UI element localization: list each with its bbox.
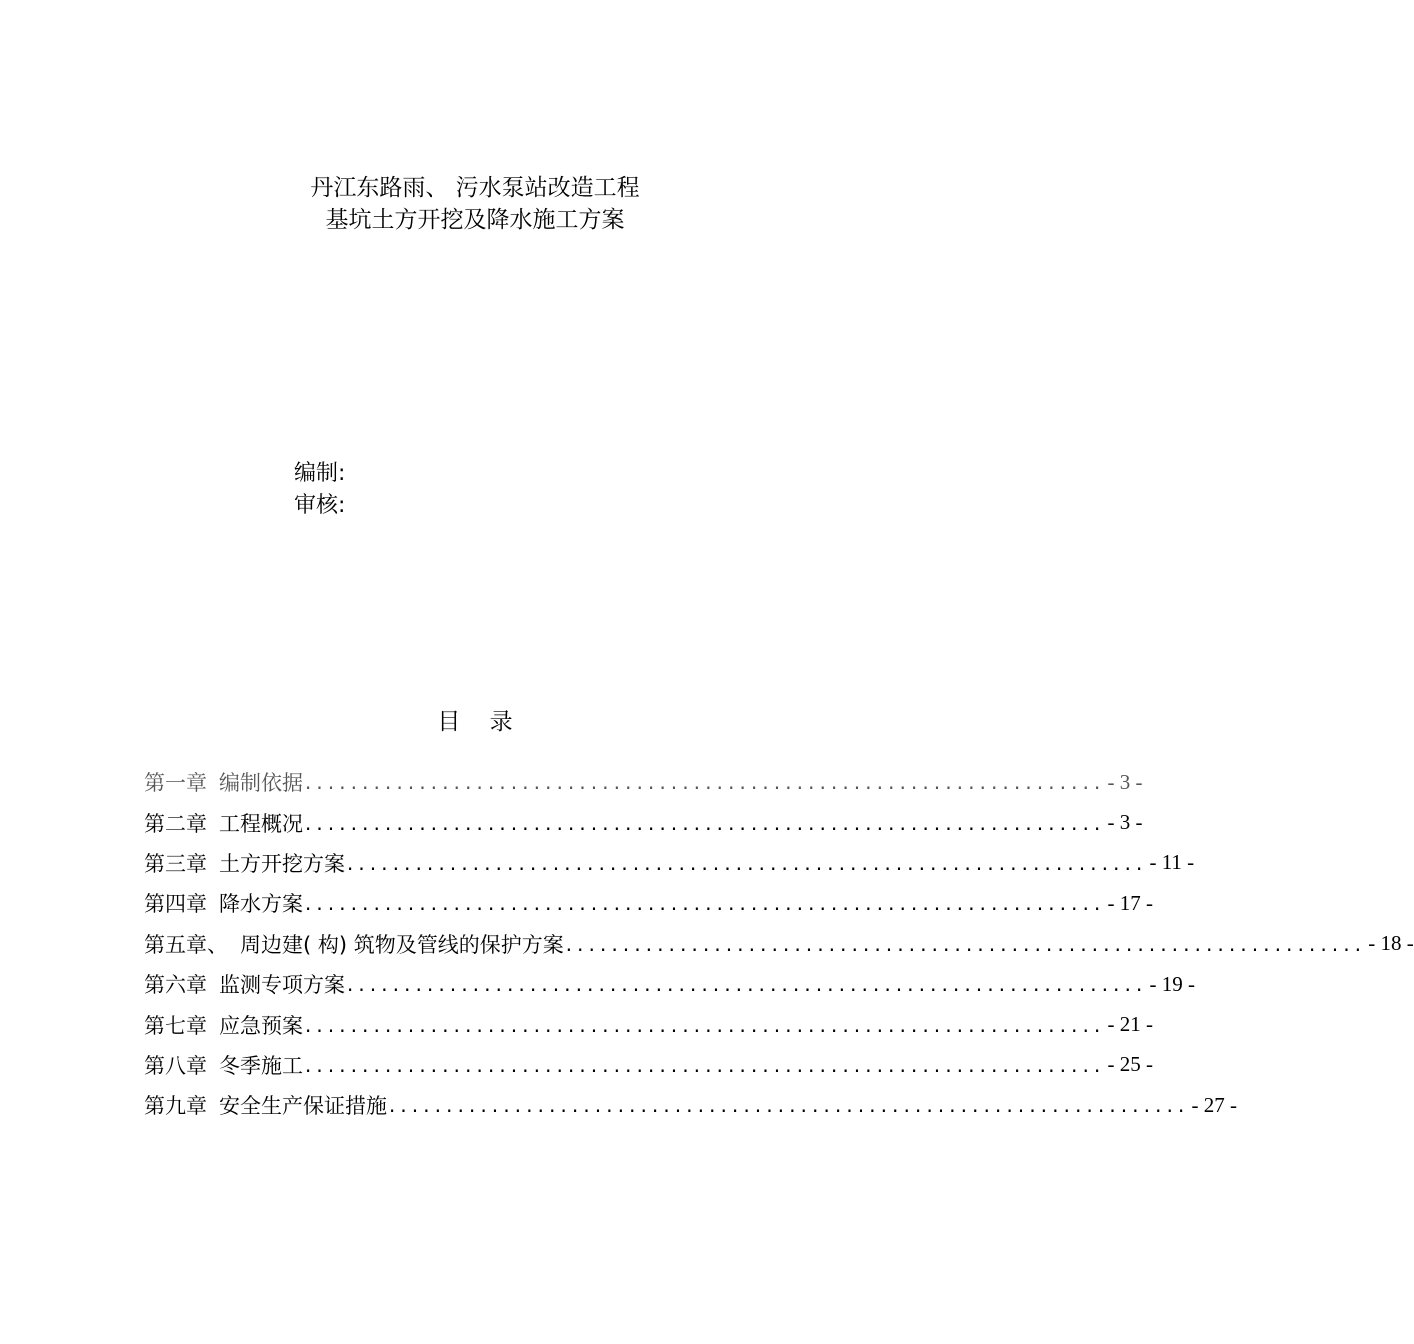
toc-chapter-number: 第一章 bbox=[144, 771, 207, 796]
toc-chapter-number: 第六章 bbox=[144, 973, 207, 998]
toc-chapter-title: 监测专项方案 bbox=[219, 973, 345, 998]
toc-chapter-title: 应急预案 bbox=[219, 1013, 303, 1038]
document-title bbox=[0, 172, 950, 236]
toc-chapter-number: 第八章 bbox=[144, 1053, 207, 1078]
toc-entry[interactable] bbox=[144, 1085, 1237, 1125]
toc-chapter-title: 编制依据 bbox=[219, 771, 303, 796]
toc-chapter-number: 第四章 bbox=[144, 892, 207, 917]
toc-page-number: - 17 - bbox=[1107, 890, 1153, 915]
table-of-contents bbox=[144, 762, 1414, 1126]
toc-entry[interactable] bbox=[144, 964, 1195, 1004]
toc-dot-leader: ...................................................................... bbox=[303, 1016, 1104, 1037]
toc-chapter-number: 第三章 bbox=[144, 851, 207, 876]
toc-entry[interactable] bbox=[144, 924, 1414, 964]
toc-entry[interactable] bbox=[144, 883, 1153, 923]
toc-entry[interactable] bbox=[144, 802, 1143, 842]
toc-chapter-number: 第五章、 bbox=[144, 932, 228, 957]
toc-page-number: - 3 - bbox=[1107, 769, 1143, 794]
toc-entry[interactable] bbox=[144, 1004, 1153, 1044]
toc-dot-leader: ...................................................................... bbox=[303, 1056, 1104, 1077]
toc-chapter-title: 工程概况 bbox=[219, 811, 303, 836]
prepared-by-label: 编制: bbox=[294, 461, 346, 486]
toc-chapter-title: 土方开挖方案 bbox=[219, 851, 345, 876]
toc-heading: 目 录 bbox=[437, 709, 513, 735]
toc-page-number: - 25 - bbox=[1107, 1052, 1153, 1077]
toc-chapter-title: 降水方案 bbox=[219, 892, 303, 917]
toc-dot-leader: ...................................................................... bbox=[303, 774, 1104, 795]
title-line-project: 丹江东路雨、 污水泵站改造工程 bbox=[310, 175, 640, 201]
toc-page-number: - 27 - bbox=[1191, 1092, 1237, 1117]
toc-entry[interactable] bbox=[144, 843, 1195, 883]
toc-chapter-number: 第九章 bbox=[144, 1094, 207, 1119]
toc-entry[interactable] bbox=[144, 1045, 1153, 1085]
toc-page-number: - 19 - bbox=[1149, 971, 1195, 996]
toc-chapter-title: 安全生产保证措施 bbox=[219, 1094, 387, 1119]
signature-block bbox=[294, 458, 345, 522]
title-line-scheme: 基坑土方开挖及降水施工方案 bbox=[325, 207, 625, 233]
toc-chapter-number: 第二章 bbox=[144, 811, 207, 836]
toc-dot-leader: ...................................................................... bbox=[345, 976, 1146, 997]
toc-dot-leader: ...................................................................... bbox=[303, 895, 1104, 916]
toc-page-number: - 3 - bbox=[1107, 810, 1143, 835]
reviewed-by-label: 审核: bbox=[294, 493, 346, 518]
toc-dot-leader: ...................................................................... bbox=[303, 814, 1104, 835]
toc-dot-leader: ...................................................................... bbox=[345, 854, 1146, 875]
toc-chapter-title: 冬季施工 bbox=[219, 1053, 303, 1078]
toc-page-number: - 18 - bbox=[1368, 931, 1414, 956]
toc-chapter-number: 第七章 bbox=[144, 1013, 207, 1038]
toc-entry[interactable] bbox=[144, 762, 1143, 802]
toc-page-number: - 11 - bbox=[1149, 850, 1195, 875]
toc-chapter-title: 周边建( 构) 筑物及管线的保护方案 bbox=[240, 932, 564, 957]
toc-page-number: - 21 - bbox=[1107, 1012, 1153, 1037]
toc-dot-leader: ...................................................................... bbox=[387, 1097, 1188, 1118]
toc-dot-leader: ...................................................................... bbox=[563, 935, 1365, 956]
